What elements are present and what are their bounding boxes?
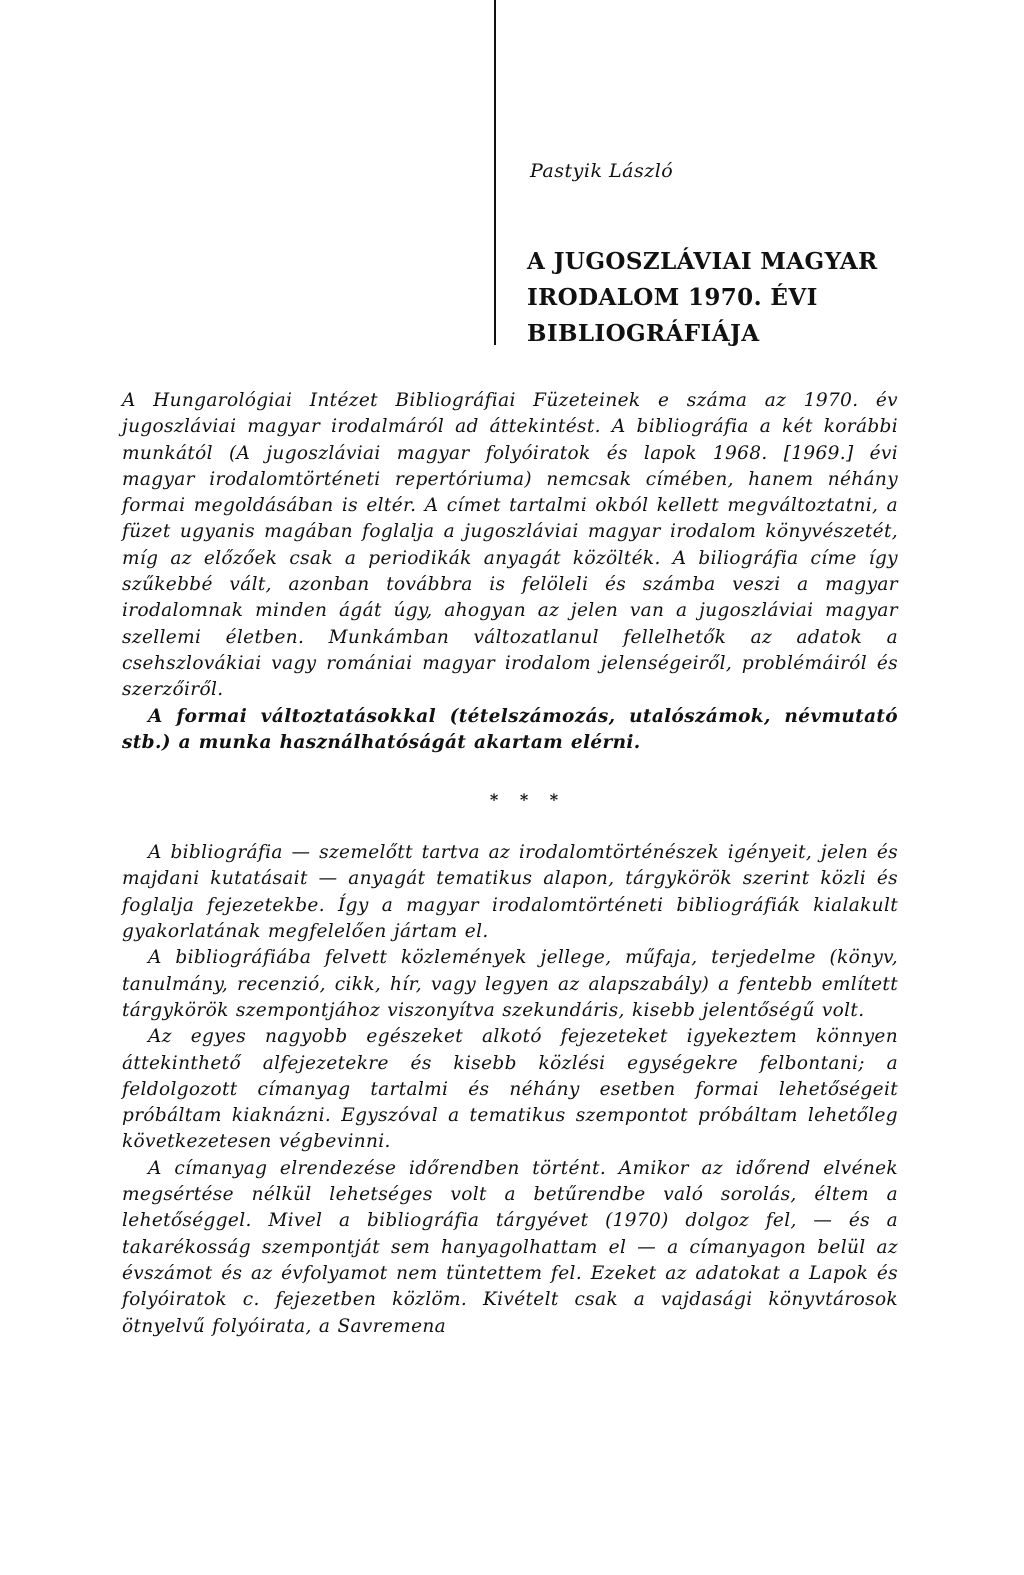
- article-title: [527, 244, 927, 352]
- vertical-rule: [494, 0, 496, 345]
- section-separator: * * *: [489, 790, 567, 810]
- genre-paragraph: A bibliográfiába felvett közlemények jellege, műfaja, terjedelme (könyv, tanulmány, recenzió, cikk, hír, vagy legyen az alapszabály) a fentebb említett tárgykörök szempontjához viszonyítva szekundáris, kisebb jelentőségű volt.: [122, 947, 898, 1021]
- thematic-paragraph: A bibliográfia — szemelőtt tartva az irodalomtörténészek igényeit, jelen és majdani kutatásait — anyagát tematikus alapon, tárgykörök szerint közli és foglalja fejezetekbe. Így a magyar irodalomtörténeti bibliográfiák kialakult gyakorlatának megfelelően jártam el.: [122, 842, 898, 943]
- formal-changes-paragraph: A formai változtatásokkal (tételszámozás, utalószámok, névmutató stb.) a munka használhatóságát akartam elérni.: [122, 705, 898, 753]
- chapters-paragraph: Az egyes nagyobb egészeket alkotó fejezeteket igyekeztem könnyen áttekinthető alfejezetekre és kisebb közlési egységekre felbontani; a feldolgozott címanyag tartalmi és néhány esetben formai lehetőségeit próbáltam kiaknázni. Egyszóval a tematikus szempontot próbáltam lehetőleg következetesen végbevinni.: [122, 1026, 898, 1153]
- title-line-2: IRODALOM 1970. ÉVI: [527, 284, 818, 311]
- author-name: Pastyik László: [530, 160, 674, 182]
- title-line-3: BIBLIOGRÁFIÁJA: [527, 320, 760, 347]
- title-line-1: A JUGOSZLÁVIAI MAGYAR: [527, 248, 878, 275]
- arrangement-paragraph: A címanyag elrendezése időrendben történt. Amikor az időrend elvének megsértése nélkül lehetséges volt a betűrendbe való sorolás, éltem a lehetőséggel. Mivel a bibliográfia tárgyévet (1970) dolgoz fel, — és a takarékosság szempontját sem hanyagolhattam el — a címanyagon belül az évszámot és az évfolyamot nem tüntettem fel. Ezeket az adatokat a Lapok és folyóiratok c. fejezetben közlöm. Kivételt csak a vajdasági könyvtárosok ötnyelvű folyóirata, a Savremena: [122, 1157, 898, 1337]
- intro-paragraph: A Hungarológiai Intézet Bibliográfiai Füzeteinek e száma az 1970. év jugoszláviai magyar irodalmáról ad áttekintést. A bibliográfia a két korábbi munkától (A jugoszláviai magyar folyóiratok és lapok 1968. [1969.] évi magyar irodalomtörténeti repertóriuma) nemcsak címében, hanem néhány formai megoldásában is eltér. A címet tartalmi okból kellett megváltoztatni, a füzet ugyanis magában foglalja a jugoszláviai magyar irodalom könyvészetét, míg az előzőek csak a periodikák anyagát közölték. A biliográfia címe így szűkebbé vált, azonban továbbra is felöleli és számba veszi a magyar irodalomnak minden ágát úgy, ahogyan az jelen van a jugoszláviai magyar szellemi életben. Munkámban változatlanul fellelhetők az adatok a csehszlovákiai vagy romániai magyar irodalom jelenségeiről, problémáiról és szerzőiről.: [122, 390, 898, 701]
- article-body: [122, 388, 898, 1340]
